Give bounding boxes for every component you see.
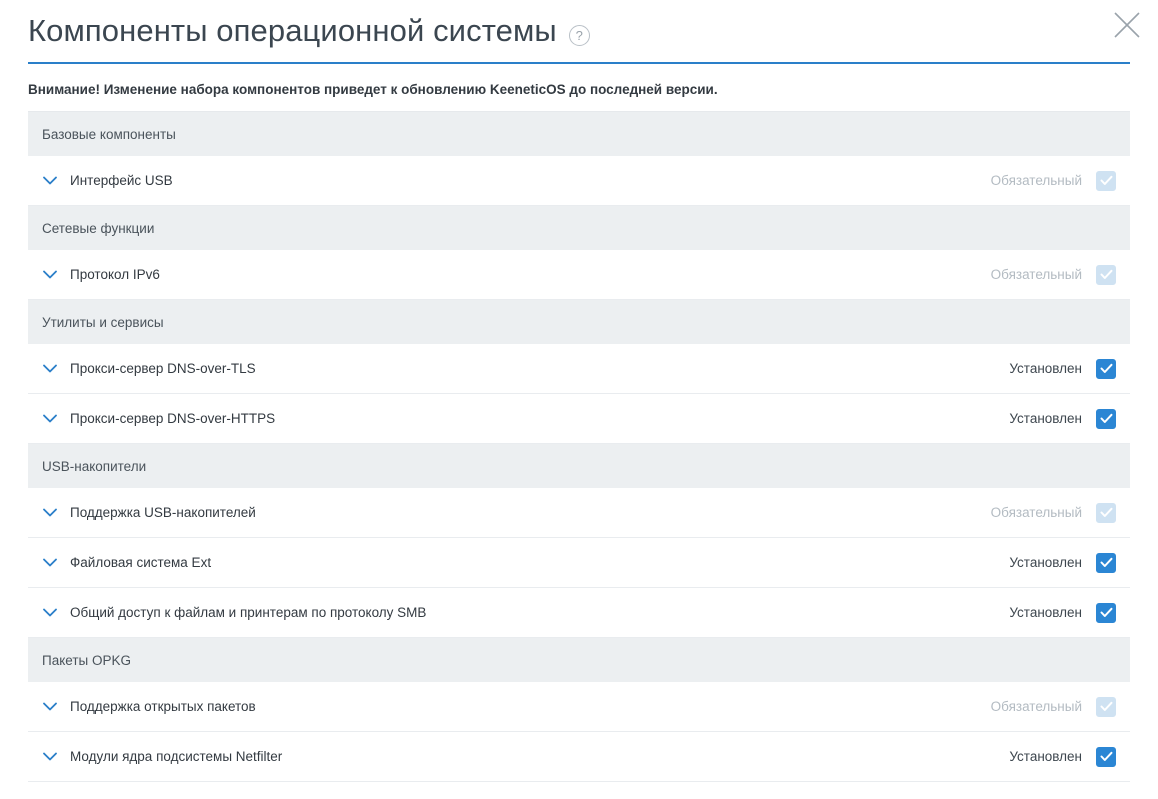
chevron-down-icon[interactable] bbox=[38, 407, 62, 431]
component-group-header bbox=[28, 444, 1130, 488]
status-badge: Обязательный bbox=[990, 699, 1082, 714]
component-row bbox=[28, 588, 1130, 638]
chevron-down-icon[interactable] bbox=[38, 601, 62, 625]
component-row bbox=[28, 344, 1130, 394]
status-badge: Установлен bbox=[1009, 361, 1082, 376]
component-row bbox=[28, 250, 1130, 300]
component-row bbox=[28, 732, 1130, 782]
component-name: Прокси-сервер DNS-over-TLS bbox=[70, 361, 256, 376]
component-checkbox[interactable] bbox=[1096, 409, 1116, 429]
chevron-down-icon[interactable] bbox=[38, 357, 62, 381]
component-name: Поддержка открытых пакетов bbox=[70, 699, 256, 714]
status-badge: Установлен bbox=[1009, 555, 1082, 570]
component-checkbox bbox=[1096, 697, 1116, 717]
chevron-down-icon[interactable] bbox=[38, 551, 62, 575]
close-icon[interactable] bbox=[1110, 8, 1144, 42]
component-checkbox[interactable] bbox=[1096, 603, 1116, 623]
status-badge: Установлен bbox=[1009, 411, 1082, 426]
component-name: Интерфейс USB bbox=[70, 173, 173, 188]
page-title: Компоненты операционной системы bbox=[28, 13, 557, 48]
component-name: Файловая система Ext bbox=[70, 555, 212, 570]
status-badge: Установлен bbox=[1009, 605, 1082, 620]
component-group-label: Сетевые функции bbox=[42, 220, 155, 236]
warning-text: Внимание! Изменение набора компонентов приведет к обновлению KeeneticOS до последней версии. bbox=[28, 82, 718, 97]
component-group-label: Базовые компоненты bbox=[42, 126, 176, 142]
component-group-header bbox=[28, 206, 1130, 250]
status-badge: Обязательный bbox=[990, 173, 1082, 188]
dialog-header bbox=[0, 0, 1158, 62]
component-name: Прокси-сервер DNS-over-HTTPS bbox=[70, 411, 276, 426]
component-checkbox bbox=[1096, 171, 1116, 191]
component-row bbox=[28, 488, 1130, 538]
question-mark-icon[interactable]: ? bbox=[569, 25, 590, 46]
component-checkbox[interactable] bbox=[1096, 359, 1116, 379]
component-name: Поддержка USB-накопителей bbox=[70, 505, 256, 520]
component-group-header bbox=[28, 638, 1130, 682]
status-badge: Обязательный bbox=[990, 505, 1082, 520]
component-name: Протокол IPv6 bbox=[70, 267, 160, 282]
component-name: Модули ядра подсистемы Netfilter bbox=[70, 749, 283, 764]
chevron-down-icon[interactable] bbox=[38, 501, 62, 525]
chevron-down-icon[interactable] bbox=[38, 695, 62, 719]
component-row bbox=[28, 156, 1130, 206]
component-name: Общий доступ к файлам и принтерам по протоколу SMB bbox=[70, 605, 427, 620]
component-checkbox[interactable] bbox=[1096, 747, 1116, 767]
component-row bbox=[28, 538, 1130, 588]
component-checkbox bbox=[1096, 265, 1116, 285]
component-group-label: Пакеты OPKG bbox=[42, 652, 131, 668]
status-badge: Обязательный bbox=[990, 267, 1082, 282]
chevron-down-icon[interactable] bbox=[38, 263, 62, 287]
component-group-header bbox=[28, 300, 1130, 344]
component-row bbox=[28, 394, 1130, 444]
chevron-down-icon[interactable] bbox=[38, 169, 62, 193]
status-badge: Установлен bbox=[1009, 749, 1082, 764]
component-group-header bbox=[28, 112, 1130, 156]
component-group-label: Утилиты и сервисы bbox=[42, 314, 164, 330]
component-checkbox[interactable] bbox=[1096, 553, 1116, 573]
chevron-down-icon[interactable] bbox=[38, 745, 62, 769]
component-row bbox=[28, 682, 1130, 732]
components-list bbox=[28, 111, 1130, 782]
component-group-label: USB-накопители bbox=[42, 458, 147, 474]
component-checkbox bbox=[1096, 503, 1116, 523]
